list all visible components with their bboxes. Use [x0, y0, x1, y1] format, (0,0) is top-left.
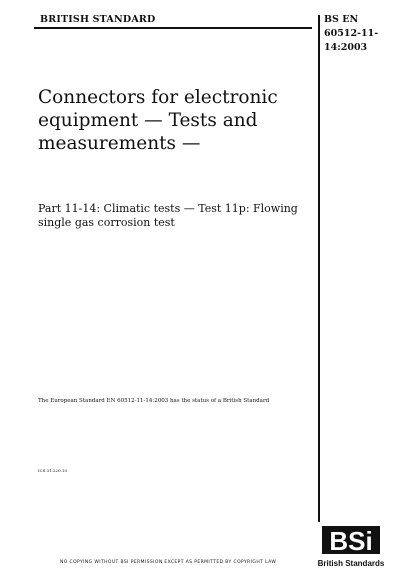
standard-number [324, 13, 413, 55]
publisher-label: BRITISH STANDARD [40, 14, 156, 25]
standard-number-line1: BS EN [324, 14, 359, 25]
ics-code: ICS 31.220.10 [38, 468, 68, 473]
standard-number-line2: 60512-11-14:2003 [324, 28, 379, 53]
logo-letters: BSi [329, 526, 373, 556]
logo-tagline: British Standards [318, 559, 384, 568]
status-note: The European Standard EN 60512-11-14:2003 has the status of a British Standard [38, 398, 270, 404]
vertical-rule [318, 15, 320, 570]
document-title: Connectors for electronic equipment — Tests and measurements — [38, 87, 278, 154]
bsi-logo-icon [318, 522, 384, 572]
document-part-title: Part 11-14: Climatic tests — Test 11p: Flowing single gas corrosion test [38, 202, 298, 229]
copyright-notice: NO COPYING WITHOUT BSI PERMISSION EXCEPT AS PERMITTED BY COPYRIGHT LAW [60, 560, 277, 565]
header-rule [34, 27, 312, 29]
